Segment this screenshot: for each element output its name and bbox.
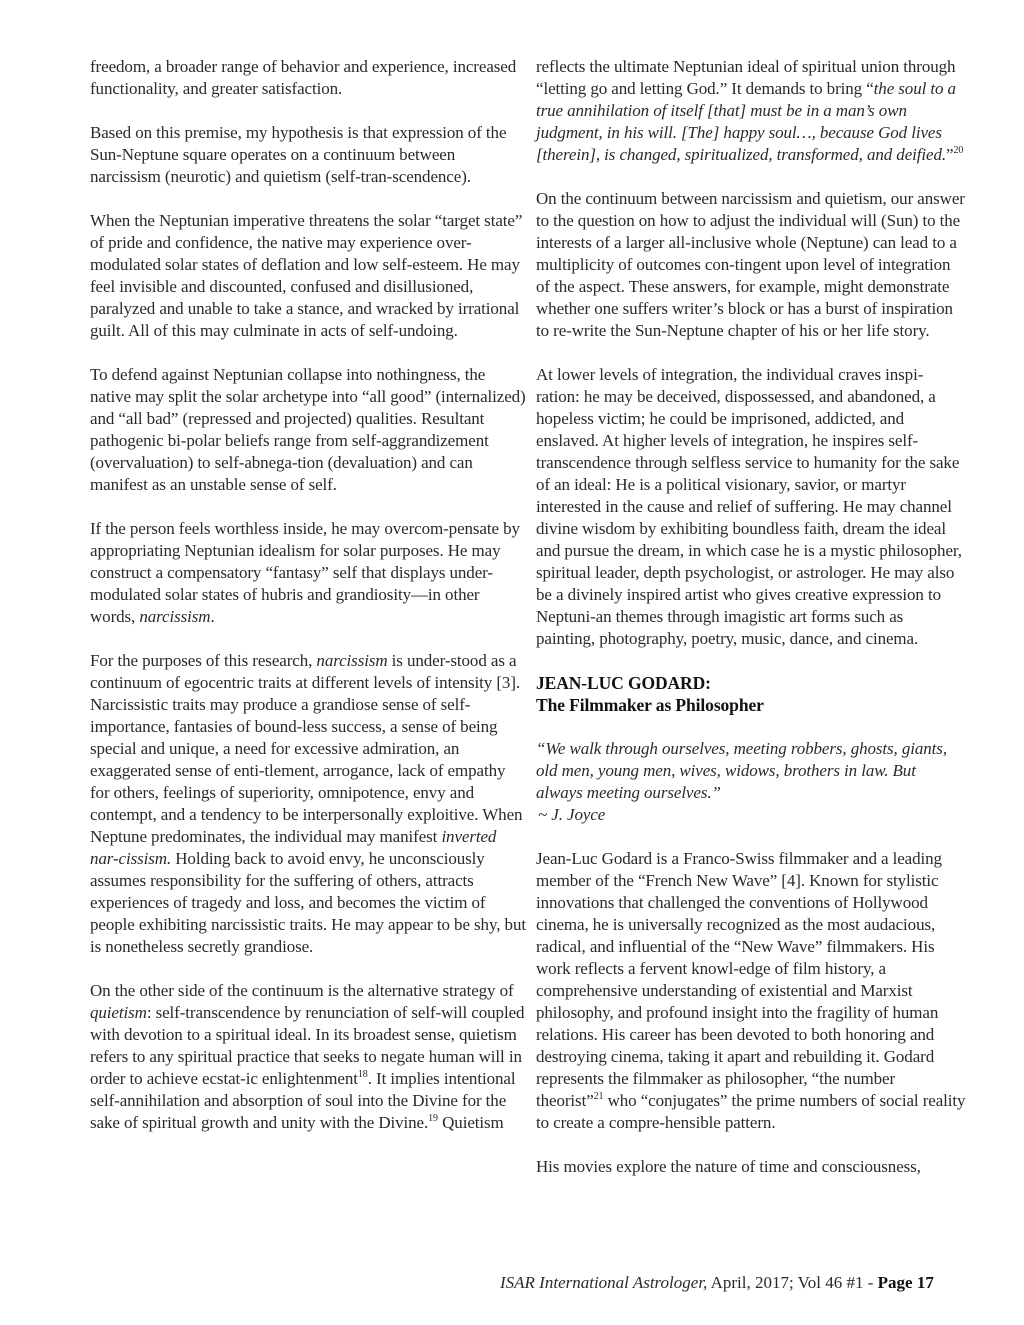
epigraph-text: “We walk through ourselves, meeting robbers, ghosts, giants, old men, young men, wives, widows, brothers in law. But always meeting ourselves.” bbox=[536, 739, 947, 802]
section-heading-title: JEAN-LUC GODARD: bbox=[536, 673, 711, 693]
paragraph: At lower levels of integration, the individual craves inspi-ration: he may be deceived, dispossessed, and abandoned, a hopeless victim; he could be imprisoned, addicted, and enslaved. At higher levels of integration, he inspires self-transcendence through selfless service to humanity for the sake of an ideal: He is a political visionary, savior, or martyr interested in the cause and relief of suffering. He may channel divine wisdom by exhibiting boundless faith, dream the ideal and pursue the dream, in which case he is a mystic philosopher, spiritual leader, depth psychologist, or astrologer. He may also be a divinely inspired artist who gives creative expression to Neptuni-an themes through imagistic art forms such as painting, photography, poetry, music, dance, and cinema. bbox=[536, 365, 962, 648]
paragraph: His movies explore the nature of time and consciousness, bbox=[536, 1157, 921, 1176]
paragraph: To defend against Neptunian collapse into nothingness, the native may split the solar archetype into “all good” (internalized) and “all bad” (repressed and projected) qualities. Resultant pathogenic bi-polar beliefs range from self-aggrandizement (overvaluation) to self-abnega-tion (devaluation) and can manifest as an unstable sense of self. bbox=[90, 365, 526, 494]
footnote-ref: 20 bbox=[953, 145, 964, 156]
epigraph-attribution: ~ J. Joyce bbox=[538, 805, 606, 824]
text-run: Holding back to avoid envy, he unconsciously assumes responsibility for the suffering of others, attracts experiences of tragedy and loss, and becomes the victim of people exhibiting narcissistic traits. He may appear to be shy, but is nonetheless secretly grandiose. bbox=[90, 849, 526, 956]
text-run: is under-stood as a continuum of egocentric traits at different levels of intensity [3]. Narcissistic traits may produce a grandiose sense of self-importance, fantasies of bound-less success, a sense of being special and unique, a need for excessive admiration, an exaggerated sense of enti-tlement, arrogance, lack of empathy for others, feelings of superiority, omnipotence, envy and contempt, and a tendency to be interpersonally exploitive. When Neptune predominates, the individual may manifest bbox=[90, 651, 523, 846]
quoted-passage: the soul to a true annihilation of itself [that] must be in a man’s own judgment, in his will. [The] happy soul…, because God lives [therein], is changed, spiritualized, transformed, and deified. bbox=[536, 79, 956, 164]
emphasis-term: narcissism bbox=[139, 607, 211, 626]
text-run: On the other side of the continuum is the alternative strategy of bbox=[90, 981, 514, 1000]
section-heading-subtitle: The Filmmaker as Philosopher bbox=[536, 695, 764, 715]
text-run: For the purposes of this research, bbox=[90, 651, 317, 670]
paragraph: Based on this premise, my hypothesis is that expression of the Sun-Neptune square operates on a continuum between narcissism (neurotic) and quietism (self-tran-scendence). bbox=[90, 123, 507, 186]
text-run: Jean-Luc Godard is a Franco-Swiss filmmaker and a leading member of the “French New Wave” [4]. Known for stylistic innovations that challenged the conventions of Hollywood cinema, he is universally recognized as the most audacious, radical, and influential of the “New Wave” filmmakers. His work reflects a fervent knowl-edge of film history, a comprehensive understanding of existential and Marxist philosophy, and profound insight into the fragility of human relations. His career has been devoted to both honoring and destroying cinema, taking it apart and rebuilding it. Godard represents the filmmaker as philosopher, “the number theorist” bbox=[536, 849, 942, 1110]
paragraph: On the continuum between narcissism and quietism, our answer to the question on how to adjust the individual will (Sun) to the interests of a larger all-inclusive whole (Neptune) can lead to a multiplicity of outcomes con-tingent upon level of integration of the aspect. These answers, for example, might demonstrate whether one suffers writer’s block or has a burst of inspiration to re-write the Sun-Neptune chapter of his or her life story. bbox=[536, 189, 965, 340]
text-run: . It implies intentional self-annihilation and absorption of soul into the Divine for the sake of spiritual growth and unity with the Divine. bbox=[90, 1069, 516, 1132]
text-run: If the person feels worthless inside, he may overcom-pensate by appropriating Neptunian idealism for solar purposes. He may construct a compensatory “fantasy” self that displays under-modulated solar states of hubris and grandiosity—in other words, bbox=[90, 519, 520, 626]
text-run: reflects the ultimate Neptunian ideal of spiritual union through “letting go and letting God.” It demands to bring “ bbox=[536, 57, 956, 98]
emphasis-term: narcissism bbox=[316, 651, 388, 670]
paragraph: When the Neptunian imperative threatens the solar “target state” of pride and confidence, the native may experience over-modulated solar states of deflation and low self-esteem. He may feel invisible and discounted, confused and disillusioned, paralyzed and unable to take a stance, and wracked by irrational guilt. All of this may culminate in acts of self-undoing. bbox=[90, 211, 523, 340]
emphasis-term: inverted nar-cissism. bbox=[90, 827, 497, 868]
issue-info: April, 2017; Vol 46 #1 - bbox=[707, 1273, 878, 1292]
paragraph: freedom, a broader range of behavior and experience, increased functionality, and greater satisfaction. bbox=[90, 57, 517, 98]
footnote-ref: 18 bbox=[357, 1069, 368, 1080]
paragraph bbox=[536, 56, 966, 166]
text-run: : self-transcendence by renunciation of self-will coupled with devotion to a spiritual ideal. In its broadest sense, quietism refers to any spiritual practice that seeks to negate human will in order to achieve ecstat-ic enlightenment bbox=[90, 1003, 525, 1088]
text-run: who “conjugates” the prime numbers of social reality to create a compre-hensible pattern. bbox=[536, 1091, 966, 1132]
text-run: . bbox=[210, 607, 215, 626]
emphasis-term: quietism bbox=[90, 1003, 147, 1022]
publication-name: ISAR International Astrologer, bbox=[500, 1273, 708, 1292]
footnote-ref: 21 bbox=[593, 1091, 604, 1102]
left-column bbox=[90, 56, 526, 1134]
epigraph bbox=[536, 738, 966, 826]
paragraph bbox=[90, 650, 526, 958]
page-footer bbox=[500, 1272, 934, 1294]
paragraph bbox=[90, 980, 526, 1134]
paragraph bbox=[536, 848, 966, 1134]
footnote-ref: 19 bbox=[428, 1113, 438, 1124]
paragraph bbox=[90, 518, 526, 628]
text-run: Quietism bbox=[437, 1113, 504, 1132]
page-number: Page 17 bbox=[877, 1273, 934, 1292]
section-heading bbox=[536, 672, 966, 716]
text-run: ” bbox=[946, 145, 954, 164]
right-column bbox=[536, 56, 966, 1178]
